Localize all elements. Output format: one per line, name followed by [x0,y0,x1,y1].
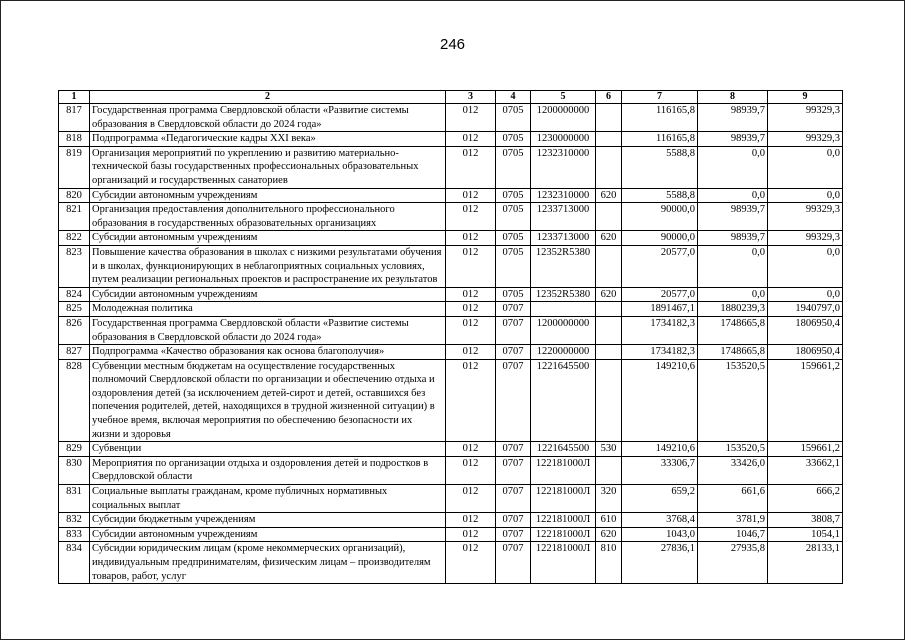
table-row [59,456,843,484]
row-ministry-code: 012 [446,316,496,344]
row-value-year2: 98939,7 [698,203,768,231]
row-target-code: 1232310000 [531,188,596,203]
row-expense-type: 620 [596,527,622,542]
row-value-year2: 98939,7 [698,104,768,132]
row-section-code: 0705 [496,132,531,147]
row-target-code: 1233713000 [531,203,596,231]
row-value-year2: 153520,5 [698,442,768,457]
row-value-year2: 153520,5 [698,359,768,442]
row-ministry-code: 012 [446,132,496,147]
row-expense-type [596,456,622,484]
row-section-code: 0705 [496,203,531,231]
row-value-year3: 159661,2 [768,359,843,442]
row-ministry-code: 012 [446,231,496,246]
col-header: 3 [446,91,496,104]
row-value-year3: 0,0 [768,245,843,287]
row-value-year2: 0,0 [698,146,768,188]
row-target-code: 1232310000 [531,146,596,188]
row-expense-type: 620 [596,231,622,246]
row-value-year1: 1734182,3 [622,345,698,360]
row-target-code: 122181000Л [531,485,596,513]
row-expense-type [596,245,622,287]
row-value-year3: 33662,1 [768,456,843,484]
row-number: 830 [59,456,90,484]
row-value-year1: 27836,1 [622,542,698,584]
row-section-code: 0707 [496,485,531,513]
row-ministry-code: 012 [446,104,496,132]
row-value-year3: 99329,3 [768,104,843,132]
col-header: 5 [531,91,596,104]
row-value-year1: 20577,0 [622,245,698,287]
row-value-year1: 20577,0 [622,287,698,302]
row-name: Субсидии автономным учреждениям [90,287,446,302]
row-ministry-code: 012 [446,442,496,457]
row-name: Субсидии бюджетным учреждениям [90,513,446,528]
row-ministry-code: 012 [446,146,496,188]
row-value-year1: 659,2 [622,485,698,513]
table-row [59,316,843,344]
row-value-year2: 1748665,8 [698,316,768,344]
row-name: Государственная программа Свердловской области «Развитие системы образования в Свердловской области до 2024 года» [90,104,446,132]
row-expense-type [596,359,622,442]
row-name: Субвенции местным бюджетам на осуществление государственных полномочий Свердловской области по организации и обеспечению отдыха и оздоровления детей (за исключением детей-сирот и детей, оставшихся без попечения родителей, детей, находящихся в трудной жизненной ситуации) в учебное время, включая мероприятия по обеспечению безопасности их жизни и здоровья [90,359,446,442]
row-number: 833 [59,527,90,542]
row-value-year2: 1046,7 [698,527,768,542]
row-expense-type: 320 [596,485,622,513]
row-value-year2: 0,0 [698,245,768,287]
row-target-code: 1233713000 [531,231,596,246]
row-number: 825 [59,302,90,317]
row-value-year1: 116165,8 [622,104,698,132]
col-header: 4 [496,91,531,104]
row-section-code: 0707 [496,542,531,584]
row-section-code: 0705 [496,287,531,302]
row-value-year3: 1806950,4 [768,345,843,360]
row-number: 828 [59,359,90,442]
row-value-year3: 3808,7 [768,513,843,528]
row-number: 832 [59,513,90,528]
row-value-year2: 0,0 [698,287,768,302]
row-number: 824 [59,287,90,302]
row-ministry-code: 012 [446,245,496,287]
col-header: 9 [768,91,843,104]
row-ministry-code: 012 [446,527,496,542]
table-header-row [59,91,843,104]
row-number: 818 [59,132,90,147]
table-row [59,359,843,442]
row-section-code: 0707 [496,302,531,317]
row-name: Молодежная политика [90,302,446,317]
row-name: Субсидии автономным учреждениям [90,231,446,246]
row-expense-type: 530 [596,442,622,457]
row-name: Субсидии автономным учреждениям [90,188,446,203]
table-row [59,485,843,513]
row-ministry-code: 012 [446,203,496,231]
row-name: Государственная программа Свердловской области «Развитие системы образования в Свердловской области до 2024 года» [90,316,446,344]
row-target-code: 1221645500 [531,359,596,442]
row-expense-type [596,146,622,188]
row-value-year1: 116165,8 [622,132,698,147]
row-value-year1: 5588,8 [622,146,698,188]
row-target-code: 12352R5380 [531,245,596,287]
row-value-year1: 149210,6 [622,359,698,442]
row-name: Организация мероприятий по укреплению и развитию материально-технической базы государственных профессиональных образовательных организаций и государственных санаториев [90,146,446,188]
row-value-year3: 1940797,0 [768,302,843,317]
row-number: 827 [59,345,90,360]
page-number: 246 [439,36,466,53]
row-value-year2: 1880239,3 [698,302,768,317]
table-row [59,146,843,188]
row-value-year2: 27935,8 [698,542,768,584]
row-value-year2: 33426,0 [698,456,768,484]
row-expense-type [596,203,622,231]
table-row [59,527,843,542]
row-value-year2: 661,6 [698,485,768,513]
row-target-code: 12352R5380 [531,287,596,302]
budget-table [58,90,843,584]
table-row [59,203,843,231]
row-value-year3: 28133,1 [768,542,843,584]
row-value-year2: 1748665,8 [698,345,768,360]
row-section-code: 0705 [496,146,531,188]
row-value-year3: 0,0 [768,188,843,203]
row-value-year2: 3781,9 [698,513,768,528]
row-target-code: 1200000000 [531,104,596,132]
row-expense-type: 810 [596,542,622,584]
row-expense-type [596,345,622,360]
col-header: 2 [90,91,446,104]
row-number: 821 [59,203,90,231]
row-target-code: 1230000000 [531,132,596,147]
row-section-code: 0705 [496,104,531,132]
row-name: Социальные выплаты гражданам, кроме публичных нормативных социальных выплат [90,485,446,513]
row-number: 829 [59,442,90,457]
row-section-code: 0705 [496,188,531,203]
row-name: Субсидии юридическим лицам (кроме некоммерческих организаций), индивидуальным предпринимателям, физическим лицам – производителям товаров, работ, услуг [90,542,446,584]
row-target-code: 1200000000 [531,316,596,344]
row-value-year2: 98939,7 [698,231,768,246]
row-number: 831 [59,485,90,513]
table-row [59,302,843,317]
row-section-code: 0707 [496,527,531,542]
row-section-code: 0705 [496,245,531,287]
row-expense-type [596,132,622,147]
row-section-code: 0705 [496,231,531,246]
table-row [59,231,843,246]
row-name: Субвенции [90,442,446,457]
row-expense-type [596,302,622,317]
table-row [59,287,843,302]
row-value-year2: 98939,7 [698,132,768,147]
table-body [59,104,843,584]
row-value-year1: 1043,0 [622,527,698,542]
row-section-code: 0707 [496,345,531,360]
row-expense-type: 620 [596,287,622,302]
col-header: 8 [698,91,768,104]
col-header: 6 [596,91,622,104]
row-value-year1: 5588,8 [622,188,698,203]
row-value-year3: 99329,3 [768,203,843,231]
row-number: 826 [59,316,90,344]
row-value-year3: 0,0 [768,146,843,188]
row-value-year3: 1806950,4 [768,316,843,344]
row-value-year1: 1891467,1 [622,302,698,317]
table-row [59,542,843,584]
row-number: 817 [59,104,90,132]
row-target-code: 122181000Л [531,513,596,528]
table-row [59,104,843,132]
row-section-code: 0707 [496,513,531,528]
row-target-code: 122181000Л [531,527,596,542]
row-name: Подпрограмма «Качество образования как основа благополучия» [90,345,446,360]
col-header: 1 [59,91,90,104]
table-row [59,513,843,528]
row-expense-type: 610 [596,513,622,528]
row-value-year1: 33306,7 [622,456,698,484]
row-name: Мероприятия по организации отдыха и оздоровления детей и подростков в Свердловской области [90,456,446,484]
row-value-year1: 90000,0 [622,231,698,246]
row-target-code: 1221645500 [531,442,596,457]
row-value-year3: 0,0 [768,287,843,302]
row-number: 820 [59,188,90,203]
row-section-code: 0707 [496,442,531,457]
row-name: Организация предоставления дополнительного профессионального образования в государственных образовательных организациях [90,203,446,231]
row-number: 834 [59,542,90,584]
row-ministry-code: 012 [446,513,496,528]
row-value-year1: 1734182,3 [622,316,698,344]
row-ministry-code: 012 [446,359,496,442]
row-value-year1: 3768,4 [622,513,698,528]
row-ministry-code: 012 [446,485,496,513]
row-ministry-code: 012 [446,542,496,584]
table-row [59,345,843,360]
row-value-year3: 1054,1 [768,527,843,542]
row-expense-type [596,316,622,344]
row-name: Повышение качества образования в школах с низкими результатами обучения и в школах, функционирующих в неблагоприятных социальных условиях, путем реализации региональных проектов и распространение их результатов [90,245,446,287]
row-section-code: 0707 [496,316,531,344]
row-section-code: 0707 [496,456,531,484]
table-row [59,442,843,457]
row-name: Подпрограмма «Педагогические кадры XXI века» [90,132,446,147]
row-value-year3: 99329,3 [768,231,843,246]
row-number: 823 [59,245,90,287]
row-target-code: 1220000000 [531,345,596,360]
row-number: 822 [59,231,90,246]
row-target-code: 122181000Л [531,456,596,484]
row-value-year3: 159661,2 [768,442,843,457]
row-ministry-code: 012 [446,456,496,484]
row-ministry-code: 012 [446,302,496,317]
row-value-year3: 666,2 [768,485,843,513]
row-value-year1: 149210,6 [622,442,698,457]
row-expense-type [596,104,622,132]
row-ministry-code: 012 [446,188,496,203]
row-value-year1: 90000,0 [622,203,698,231]
row-number: 819 [59,146,90,188]
row-name: Субсидии автономным учреждениям [90,527,446,542]
row-value-year2: 0,0 [698,188,768,203]
row-target-code [531,302,596,317]
row-section-code: 0707 [496,359,531,442]
table-row [59,132,843,147]
table-row [59,188,843,203]
row-ministry-code: 012 [446,287,496,302]
row-value-year3: 99329,3 [768,132,843,147]
col-header: 7 [622,91,698,104]
row-ministry-code: 012 [446,345,496,360]
row-expense-type: 620 [596,188,622,203]
row-target-code: 122181000Л [531,542,596,584]
table-row [59,245,843,287]
